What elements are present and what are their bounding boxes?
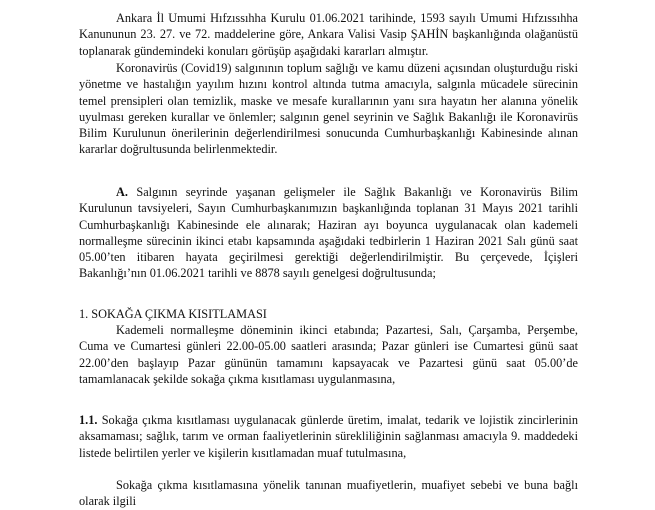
section-a-paragraph: [79, 184, 578, 282]
section-a-label: A.: [116, 185, 128, 199]
section-1-1-text: Sokağa çıkma kısıtlaması uygulanacak günlerde üretim, imalat, tedarik ve lojistik zincirlerinin aksamaması; sağlık, tarım ve orman faaliyetlerinin sürekliliğinin sağlanması amacıyla 9. maddedeki listede belirtilen yerler ve kişilerin kısıtlamadan muaf tutulmasına,: [79, 413, 578, 460]
section-1-1-label: 1.1.: [79, 413, 98, 427]
section-1-1-paragraph: [79, 412, 578, 461]
intro-paragraph: Ankara İl Umumi Hıfzıssıhha Kurulu 01.06.2021 tarihinde, 1593 sayılı Umumi Hıfzıssıhha Kanununun 23. 27. ve 72. maddelerine göre, Ankara Valisi Vasip ŞAHİN başkanlığında olağanüstü toplanarak gündemindeki konuları görüşüp aşağıdaki kararları almıştır.: [79, 11, 578, 58]
exemption-paragraph: Sokağa çıkma kısıtlamasına yönelik tanınan muafiyetlerin, muafiyet sebebi ve buna bağlı olarak ilgili: [79, 478, 578, 509]
section-1-heading: 1. SOKAĞA ÇIKMA KISITLAMASI: [79, 307, 267, 321]
curfew-paragraph: Kademeli normalleşme döneminin ikinci etabında; Pazartesi, Salı, Çarşamba, Perşembe, Cuma ve Cumartesi günleri 22.00-05.00 saatleri arasında; Pazar günleri ise Cumartesi günü saat 22.00’den başlayıp Pazar gününün tamamını kapsayacak ve Pazartesi günü saat 05.00’de tamamlanacak şekilde sokağa çıkma kısıtlaması uygulanmasına,: [79, 323, 578, 386]
covid-paragraph: Koronavirüs (Covid19) salgınının toplum sağlığı ve kamu düzeni açısından oluşturduğu riski yönetme ve hastalığın yayılım hızını kontrol altında tutma amacıyla, salgınla mücadele sürecinin temel prensipleri olan temizlik, maske ve mesafe kurallarının yanı sıra hayatın her alanına yönelik uyulması gereken kurallar ve önlemler; salgının genel seyrinin ve Sağlık Bakanlığı ile Koronavirüs Bilim Kurulunun önerilerinin değerlendirilmesi sonucunda Cumhurbaşkanlığı Kabinesinde alınan kararlar doğrultusunda belirlenmektedir.: [79, 61, 578, 157]
section-a-text: Salgının seyrinde yaşanan gelişmeler ile Sağlık Bakanlığı ve Koronavirüs Bilim Kurulunun tavsiyeleri, Sayın Cumhurbaşkanımızın başkanlığında toplanan 31 Mayıs 2021 tarihli Cumhurbaşkanlığı Kabinesinde ele alınarak; Haziran ayı boyunca uygulanacak olan kademeli normalleşme sürecinin ikinci etabı kapsamında aşağıdaki tedbirlerin 1 Haziran 2021 Salı günü saat 05.00’ten itibaren hayata geçirilmesi gerektiği değerlendirilmiştir. Bu çerçevede, İçişleri Bakanlığı’nın 01.06.2021 tarihli ve 8878 sayılı genelgesi doğrultusunda;: [79, 185, 578, 281]
